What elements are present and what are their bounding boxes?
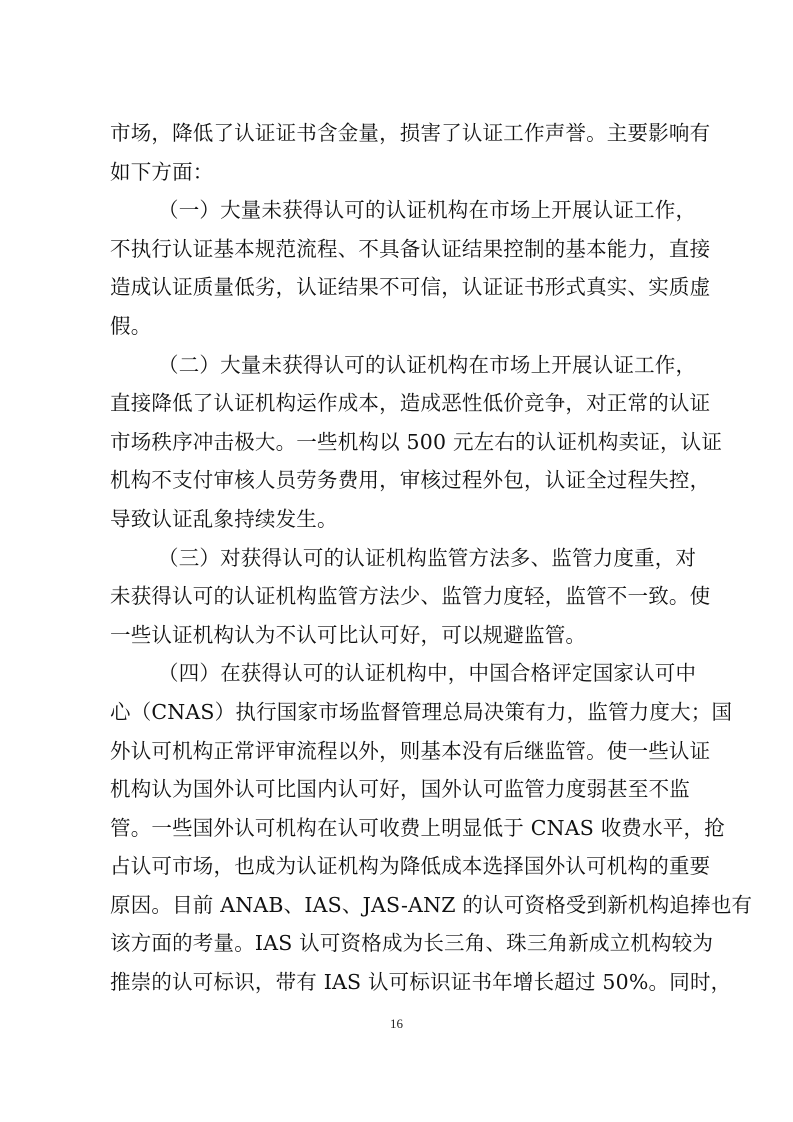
text-line: 外认可机构正常评审流程以外，则基本没有后继监管。使一些认证 [110, 738, 711, 763]
text-line: 导致认证乱象持续发生。 [110, 506, 338, 531]
text-line: 该方面的考量。IAS 认可资格成为长三角、珠三角新成立机构较为 [110, 931, 714, 956]
text-line: （二）大量未获得认可的认证机构在市场上开展认证工作， [158, 352, 697, 377]
text-line: 不执行认证基本规范流程、不具备认证结果控制的基本能力，直接 [110, 236, 711, 261]
text-line: 原因。目前 ANAB、IAS、JAS-ANZ 的认可资格受到新机构追捧也有 [110, 892, 753, 917]
text-line: 直接降低了认证机构运作成本，造成恶性低价竞争，对正常的认证 [110, 391, 711, 416]
text-line: 心（CNAS）执行国家市场监督管理总局决策有力，监管力度大；国 [110, 699, 733, 724]
text-line: 机构不支付审核人员劳务费用，审核过程外包，认证全过程失控， [110, 468, 711, 493]
text-line: （三）对获得认可的认证机构监管方法多、监管力度重，对 [158, 545, 697, 570]
text-line: 造成认证质量低劣，认证结果不可信，认证证书形式真实、实质虚 [110, 275, 711, 300]
text-line: （四）在获得认可的认证机构中，中国合格评定国家认可中 [158, 661, 697, 686]
text-line: 如下方面： [110, 159, 214, 184]
text-line: （一）大量未获得认可的认证机构在市场上开展认证工作， [158, 198, 697, 223]
text-line: 占认可市场，也成为认证机构为降低成本选择国外认可机构的重要 [110, 854, 711, 879]
text-line: 市场秩序冲击极大。一些机构以 500 元左右的认证机构卖证，认证 [110, 429, 723, 454]
text-line: 推崇的认可标识，带有 IAS 认可标识证书年增长超过 50%。同时， [110, 970, 732, 995]
text-line: 管。一些国外认可机构在认可收费上明显低于 CNAS 收费水平，抢 [110, 815, 725, 840]
text-line: 未获得认可的认证机构监管方法少、监管力度轻，监管不一致。使 [110, 584, 711, 609]
text-line: 一些认证机构认为不认可比认可好，可以规避监管。 [110, 622, 587, 647]
body-text [110, 114, 753, 1002]
text-line: 市场，降低了认证证书含金量，损害了认证工作声誉。主要影响有 [110, 121, 711, 145]
text-line: 机构认为国外认可比国内认可好，国外认可监管力度弱甚至不监 [110, 777, 690, 802]
page-number: 16 [390, 1016, 403, 1031]
text-line: 假。 [110, 313, 152, 338]
